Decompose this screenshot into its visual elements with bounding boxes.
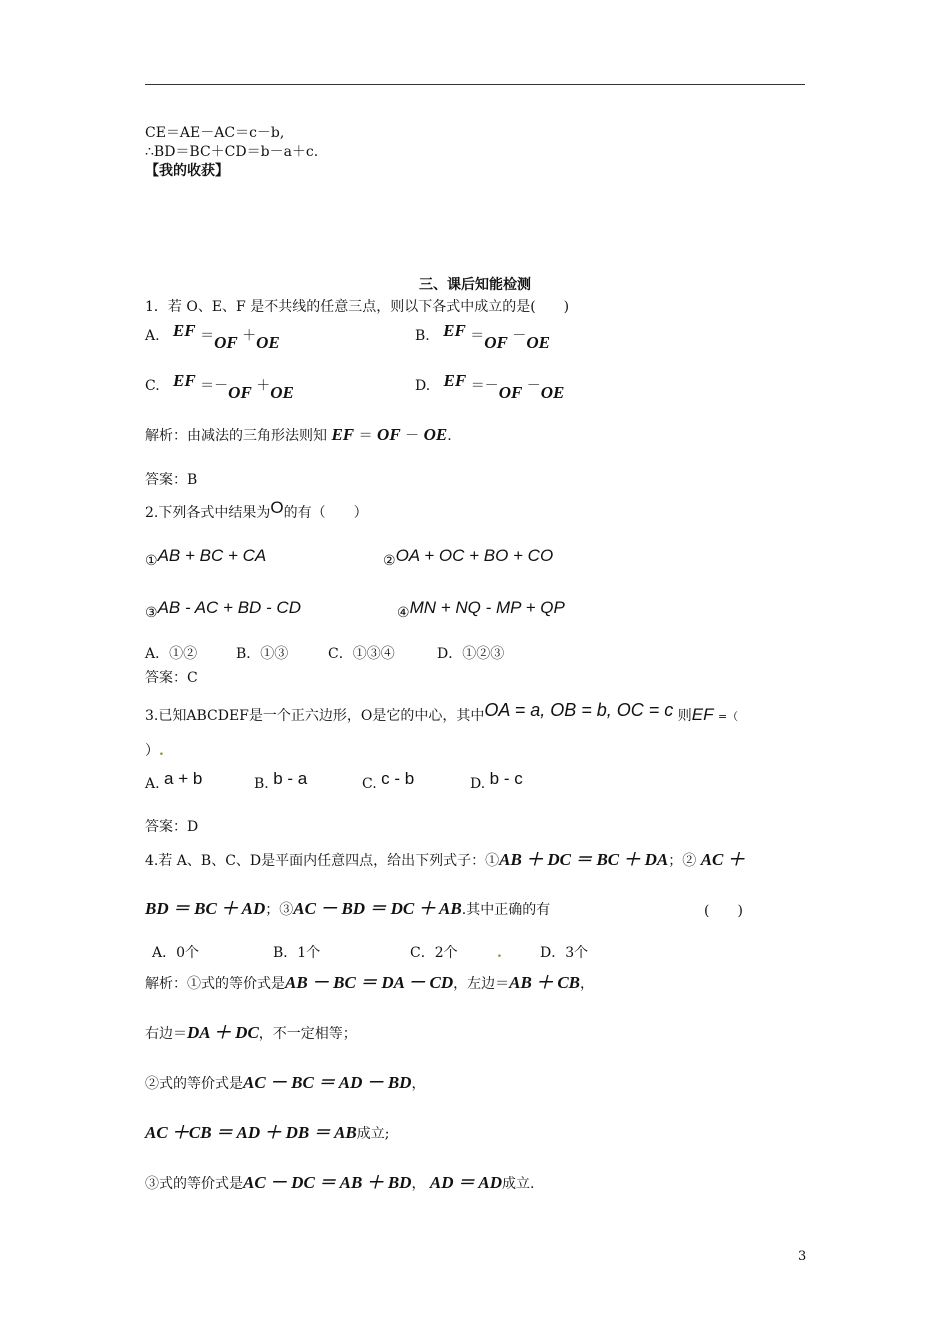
- header-rule: [145, 84, 805, 85]
- expression: AC － BC ＝ AD － BD: [243, 1073, 412, 1092]
- condition-expression: OA = a, OB = b, OC = c: [484, 700, 674, 720]
- separator: ；③: [265, 902, 294, 918]
- circled-number: ④: [397, 605, 410, 621]
- expression: AB － BC ＝ DA － CD: [285, 973, 454, 992]
- q3-choice-c: [362, 769, 415, 793]
- q4-analysis-2: [145, 1074, 425, 1093]
- q4-analysis-2-line2: [145, 1124, 389, 1143]
- q2-option-4: [397, 598, 565, 622]
- expression: DA ＋ DC: [187, 1023, 259, 1042]
- analysis-text: ，不一定相等；: [258, 1026, 357, 1042]
- comma: ，: [411, 1176, 426, 1192]
- operator: ＝: [358, 428, 373, 444]
- q4-choice-a: A．0个: [152, 945, 200, 961]
- vector-of: OF: [228, 383, 252, 402]
- expression-2b: BD ＝ BC ＋ AD: [145, 899, 266, 918]
- q1-option-d: [415, 371, 565, 402]
- vector-of: OF: [484, 333, 508, 352]
- q4-stem: [145, 851, 745, 870]
- expression: AB - AC + BD - CD: [157, 598, 301, 617]
- analysis-text: 解析：由减法的三角形法则知: [145, 428, 327, 444]
- stem-text: 的有（ ）: [283, 505, 368, 521]
- option-label: B.: [415, 328, 430, 344]
- vector-oe: OE: [540, 383, 565, 402]
- period: .: [447, 428, 452, 444]
- q3-stem: [145, 700, 739, 726]
- expression: AC － DC ＝ AB ＋ BD: [243, 1173, 412, 1192]
- circled-number: ③: [145, 605, 158, 621]
- q2-answer: 答案：C: [145, 670, 198, 686]
- operator: －: [512, 328, 527, 344]
- expression: a + b: [164, 769, 203, 788]
- operator: －: [405, 428, 420, 444]
- q1-option-b: [415, 321, 550, 352]
- expression: AB ＋ CB: [509, 973, 581, 992]
- expression: OA + OC + BO + CO: [395, 546, 554, 565]
- q1-answer: 答案：B: [145, 472, 198, 488]
- q2-option-3: [145, 598, 301, 622]
- vector-oe: OE: [423, 425, 448, 444]
- mark-dot: .: [159, 743, 164, 759]
- expression: MN + NQ - MP + QP: [409, 598, 565, 617]
- q4-analysis-right: [145, 1024, 357, 1043]
- q1-option-c: [145, 371, 294, 402]
- vector-ef: EF: [173, 371, 196, 390]
- vector-of: OF: [498, 383, 523, 402]
- q2-option-2: [383, 546, 554, 570]
- expression: AB + BC + CA: [157, 546, 267, 565]
- separator: ；②: [668, 853, 697, 869]
- q3-stem-close: [145, 742, 164, 760]
- analysis-text: ②式的等价式是: [145, 1076, 243, 1092]
- vector-ef: EF: [691, 705, 714, 724]
- q2-choice-c: C．①③④: [328, 646, 395, 662]
- option-label: C.: [145, 378, 160, 394]
- expression: b - a: [273, 769, 308, 788]
- expression: AC ＋CB ＝ AD ＋ DB ＝ AB: [145, 1123, 357, 1142]
- operator: ＝－: [200, 378, 229, 394]
- q1-analysis: [145, 426, 452, 445]
- analysis-text: 成立;: [356, 1126, 390, 1142]
- option-label: C.: [362, 776, 377, 792]
- stem-text: .其中正确的有: [461, 902, 551, 918]
- expression-2a: AC ＋: [700, 850, 745, 869]
- circled-number: ②: [383, 553, 396, 569]
- operator: ＝: [200, 328, 215, 344]
- vector-oe: OE: [256, 333, 280, 352]
- vector-of: OF: [214, 333, 238, 352]
- stem-text: 4.若 A、B、C、D是平面内任意四点，给出下列式子：①: [145, 853, 500, 869]
- vector-oe: OE: [270, 383, 294, 402]
- comma: ，: [580, 976, 595, 992]
- operator: ＋: [256, 378, 271, 394]
- q3-answer: 答案：D: [145, 819, 199, 835]
- q2-choice-b: B．①③: [236, 646, 289, 662]
- q3-choice-a: [145, 769, 203, 793]
- q2-stem: [145, 498, 368, 522]
- q4-stem-line2: [145, 900, 550, 919]
- stem-text: 2.下列各式中结果为: [145, 505, 271, 521]
- option-label: A.: [145, 776, 160, 792]
- q2-choice-d: D．①②③: [437, 646, 505, 662]
- operator: ＝: [470, 328, 485, 344]
- q4-analysis-1: [145, 974, 594, 993]
- q3-choice-b: [254, 769, 308, 793]
- operator: －: [526, 378, 541, 394]
- option-label: A.: [145, 328, 160, 344]
- vector-ef: EF: [172, 321, 196, 340]
- harvest-heading: 【我的收获】: [145, 163, 229, 179]
- q1-option-a: [145, 321, 280, 352]
- vector-ef: EF: [443, 371, 467, 390]
- analysis-text: 解析：①式的等价式是: [145, 976, 285, 992]
- q4-analysis-3: [145, 1174, 534, 1193]
- equation-line-bd: ∴BD＝BC＋CD＝b－a＋c.: [145, 144, 319, 160]
- operator: ＋: [242, 328, 257, 344]
- q4-choice-d: D．3个: [540, 945, 589, 961]
- q3-choice-d: [470, 769, 523, 793]
- stem-text: 3.已知ABCDEF是一个正六边形，O是它的中心，其中: [145, 708, 485, 724]
- option-label: D.: [470, 776, 486, 792]
- close-paren: ）: [145, 743, 159, 759]
- expression: AD ＝ AD: [429, 1173, 503, 1192]
- comma: ，: [411, 1076, 426, 1092]
- vector-oe: OE: [526, 333, 550, 352]
- expression-3: AC － BD ＝ DC ＋ AB: [293, 899, 462, 918]
- equals-paren: =（: [717, 710, 739, 723]
- expression: c - b: [381, 769, 415, 788]
- analysis-text: ，左边＝: [453, 976, 510, 992]
- q2-option-1: [145, 546, 267, 570]
- vector-ef: EF: [331, 425, 355, 444]
- vector-ef: EF: [443, 321, 466, 340]
- expression: b - c: [489, 769, 523, 788]
- page-number: 3: [798, 1249, 807, 1264]
- q1-stem: 1．若 O、E、F 是不共线的任意三点，则以下各式中成立的是( ): [145, 299, 570, 315]
- equation-line-ce: CE＝AE－AC＝c－b,: [145, 125, 285, 141]
- option-label: D.: [415, 378, 431, 394]
- vector-of: OF: [377, 425, 401, 444]
- expression-1: AB ＋ DC ＝ BC ＋ DA: [499, 850, 669, 869]
- stem-text: 则: [677, 708, 692, 724]
- q4-choice-b: B．1个: [273, 945, 321, 961]
- mark-dot: .: [497, 945, 502, 961]
- option-label: B.: [254, 776, 269, 792]
- section-title: 三、课后知能检测: [419, 277, 531, 293]
- q2-choice-a: A．①②: [145, 646, 198, 662]
- q4-answer-paren: ( ): [704, 903, 743, 919]
- operator: ＝－: [470, 378, 499, 394]
- analysis-text: 成立.: [502, 1176, 535, 1192]
- q4-choice-c: C．2个: [410, 945, 458, 961]
- analysis-text: ③式的等价式是: [145, 1176, 243, 1192]
- circled-number: ①: [145, 553, 158, 569]
- zero-vector: O: [270, 498, 284, 517]
- analysis-text: 右边＝: [145, 1026, 187, 1042]
